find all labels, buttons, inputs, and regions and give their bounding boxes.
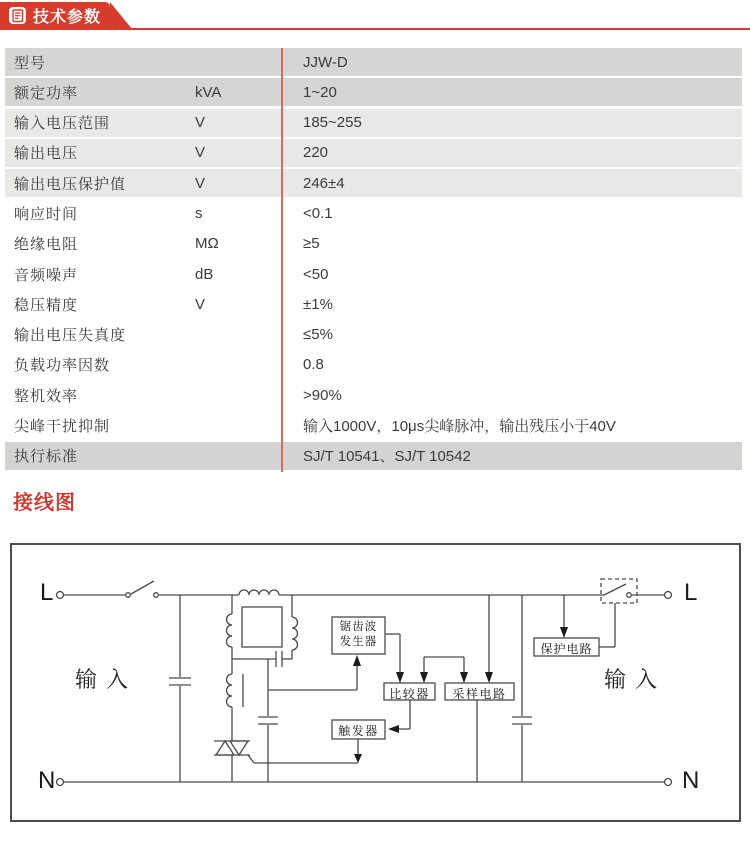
param-name: 输入电压范围 [14,115,111,133]
sawtooth-line1: 锯齿波 [339,621,378,633]
param-unit: kVA [195,83,222,101]
sampling-circuit-block: 采样电路 [452,687,507,701]
badge-body [0,2,110,29]
terminal-label-l-left: L [40,579,54,606]
param-value: 246±4 [303,174,345,192]
spec-table [5,48,742,472]
table-row [5,169,742,197]
param-unit: V [195,144,206,162]
param-unit: V [195,114,206,132]
table-row [5,290,742,318]
param-value: >90% [303,386,342,404]
terminal-label-n-left: N [38,767,56,794]
param-name: 整机效率 [14,387,79,405]
trigger-block: 触发器 [338,724,379,738]
terminal-label-l-right: L [684,579,698,606]
badge-slant-edge [110,2,132,29]
param-value: 0.8 [303,356,324,374]
table-row [5,199,742,227]
param-name: 输出电压失真度 [14,327,127,345]
param-value: SJ/T 10541、SJ/T 10542 [303,448,471,466]
badge-title: 技术参数 [33,9,102,26]
table-row [5,230,742,258]
param-value: 输入1000V，10μs尖峰脉冲，输出残压小于40V [303,418,616,436]
param-value: <0.1 [303,204,333,222]
param-value: 220 [303,144,329,162]
header-rule [0,28,750,30]
param-name: 稳压精度 [14,296,79,314]
param-value: ≥5 [303,235,320,253]
param-name: 音频噪声 [14,266,79,284]
document-icon [8,6,27,25]
table-row [5,139,742,167]
param-name: 输出电压 [14,145,79,163]
sawtooth-generator-block [332,620,385,650]
param-name: 尖峰干扰抑制 [14,418,111,436]
table-row [5,78,742,106]
protection-circuit-block: 保护电路 [540,642,593,656]
param-unit: MΩ [195,235,219,253]
sawtooth-line2: 发生器 [339,636,378,648]
table-row [5,381,742,409]
param-value: 1~20 [303,83,337,101]
param-unit: V [195,295,206,313]
table-row [5,351,742,379]
param-unit: V [195,174,206,192]
table-row [5,442,742,470]
param-name: 响应时间 [14,205,79,223]
param-value: 185~255 [303,114,362,132]
wiring-diagram [10,543,741,822]
table-red-divider [281,48,283,472]
param-name: 负载功率因数 [14,357,111,375]
table-row [5,48,742,76]
param-name: 输出电压保护值 [14,175,127,193]
terminal-label-n-right: N [682,767,700,794]
param-name: 绝缘电阻 [14,236,79,254]
section-title: 接线图 [13,492,76,514]
table-row [5,109,742,137]
input-label-left: 输入 [75,667,138,692]
table-row [5,260,742,288]
param-unit: dB [195,265,214,283]
table-row [5,321,742,349]
param-value: <50 [303,265,329,283]
param-unit: s [195,204,203,222]
section-header-badge [0,2,132,29]
param-name: 执行标准 [14,448,79,466]
param-value: ±1% [303,295,333,313]
param-value: JJW-D [303,53,348,71]
param-name: 型号 [14,54,47,72]
param-name: 额定功率 [14,84,79,102]
comparator-block: 比较器 [389,687,430,701]
table-row [5,412,742,440]
param-value: ≤5% [303,326,333,344]
input-label-right: 输入 [604,667,667,692]
